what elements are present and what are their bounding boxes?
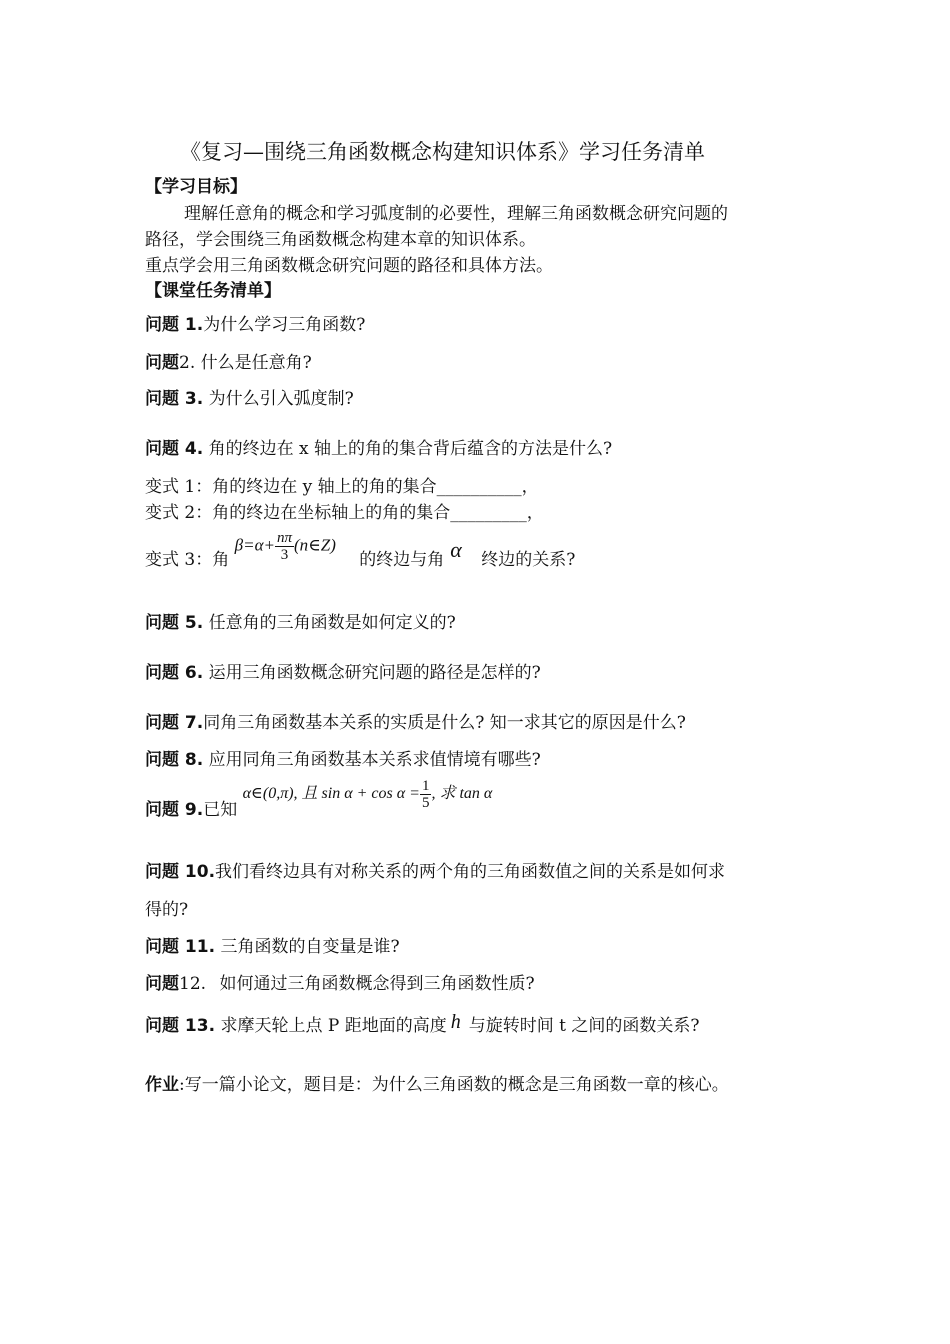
question-1	[145, 314, 365, 336]
question-text: 为什么学习三角函数?	[203, 315, 366, 335]
question-3	[145, 388, 354, 410]
q9-formula	[243, 778, 493, 811]
question-text: 角的终边在 x 轴上的角的集合背后蕴含的方法是什么?	[208, 439, 613, 459]
question-number: 12.	[179, 974, 207, 994]
question-label: 问题 13.	[145, 1016, 216, 1036]
question-10	[145, 861, 725, 883]
goals-text-line1: 理解任意角的概念和学习弧度制的必要性，理解三角函数概念研究问题的	[184, 204, 728, 224]
formula-fraction	[420, 778, 432, 811]
question-text: 运用三角函数概念研究问题的路径是怎样的?	[208, 663, 541, 683]
question-label: 问题 3.	[145, 389, 204, 409]
formula-right: (n∈Z)	[294, 535, 336, 555]
variant-3-middle: 的终边与角	[359, 550, 445, 570]
alpha-symbol: α	[450, 537, 462, 562]
variant-3-formula	[235, 530, 336, 563]
question-text: 同角三角函数基本关系的实质是什么? 知一求其它的原因是什么?	[203, 713, 686, 733]
formula-denominator: 3	[280, 547, 289, 563]
variant-2: 变式 2：角的终边在坐标轴上的角的集合_________，	[145, 503, 544, 523]
goals-text-line3: 重点学会用三角函数概念研究问题的路径和具体方法。	[145, 256, 553, 276]
question-text: 应用同角三角函数基本关系求值情境有哪些?	[208, 750, 541, 770]
question-label: 问题 4.	[145, 439, 204, 459]
question-text: 如何通过三角函数概念得到三角函数性质?	[219, 974, 535, 994]
variant-1: 变式 1：角的终边在 y 轴上的角的集合__________，	[145, 477, 539, 497]
question-label: 问题	[145, 353, 179, 373]
question-text: 什么是任意角?	[200, 353, 312, 373]
formula-numerator: nπ	[276, 530, 292, 546]
question-8	[145, 749, 541, 771]
question-label: 问题 9.	[145, 800, 204, 820]
question-text: 为什么引入弧度制?	[208, 389, 354, 409]
page-title: 《复习—围绕三角函数概念构建知识体系》学习任务清单	[180, 140, 705, 164]
h-symbol: h	[450, 1011, 461, 1033]
question-4	[145, 438, 612, 460]
homework-text: :写一篇小论文，题目是：为什么三角函数的概念是三角函数一章的核心。	[179, 1075, 729, 1095]
question-number: 2.	[179, 353, 196, 373]
question-7	[145, 712, 686, 734]
question-6	[145, 662, 541, 684]
goals-heading: 【学习目标】	[145, 177, 247, 197]
question-11	[145, 936, 400, 958]
formula-denominator: 5	[421, 795, 430, 811]
question-13	[145, 1011, 699, 1037]
variant-3-prefix: 变式 3：角	[145, 550, 230, 570]
question-10-line2: 得的?	[145, 900, 189, 920]
question-text-after: 与旋转时间 t 之间的函数关系?	[468, 1016, 700, 1036]
question-label: 问题 1.	[145, 315, 204, 335]
question-text: 三角函数的自变量是谁?	[220, 937, 400, 957]
formula-numerator: 1	[421, 778, 430, 794]
tasks-heading: 【课堂任务清单】	[145, 281, 281, 301]
question-label: 问题 6.	[145, 663, 204, 683]
question-label: 问题 10.	[145, 862, 216, 882]
question-5	[145, 612, 456, 634]
variant-3	[145, 530, 575, 573]
question-12	[145, 973, 535, 995]
variant-3-suffix: 终边的关系?	[481, 550, 576, 570]
question-label: 问题	[145, 974, 179, 994]
question-label: 问题 7.	[145, 713, 204, 733]
question-label: 问题 5.	[145, 613, 204, 633]
question-9	[145, 778, 492, 823]
homework-label: 作业	[145, 1075, 179, 1095]
question-label: 问题 11.	[145, 937, 216, 957]
homework	[145, 1074, 729, 1096]
formula-fraction	[275, 530, 294, 563]
question-2	[145, 352, 312, 374]
question-text-line1: 我们看终边具有对称关系的两个角的三角函数值之间的关系是如何求	[215, 862, 726, 882]
formula-left: α∈(0,π), 且 sin α + cos α =	[242, 785, 420, 803]
question-text: 已知	[203, 800, 238, 820]
goals-text-line2: 路径，学会围绕三角函数概念构建本章的知识体系。	[145, 230, 536, 250]
question-text: 任意角的三角函数是如何定义的?	[208, 613, 456, 633]
question-label: 问题 8.	[145, 750, 204, 770]
formula-left: β=α+	[234, 535, 275, 555]
question-text-before: 求摩天轮上点 P 距地面的高度	[220, 1016, 447, 1036]
formula-right: , 求 tan α	[431, 785, 493, 803]
